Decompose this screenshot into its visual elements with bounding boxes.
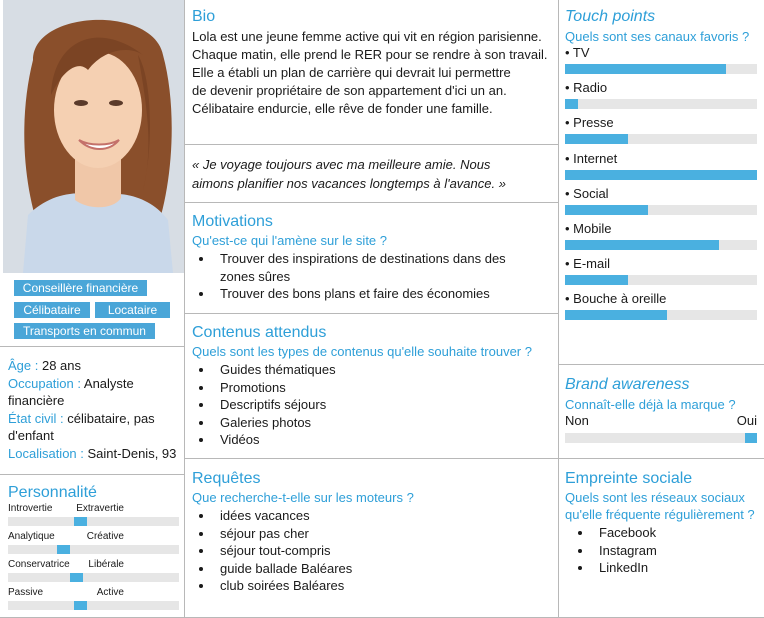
list-item: • séjour tout-compris bbox=[214, 542, 554, 560]
civil-value: célibataire, pas d'enfant bbox=[8, 410, 155, 443]
touchpoint-bar-fill bbox=[565, 310, 667, 320]
touchpoint-bar-fill bbox=[565, 275, 628, 285]
tag-conseillere: Conseillère financière bbox=[14, 280, 147, 296]
contents-title: Contenus attendus bbox=[192, 324, 327, 341]
motivations-title: Motivations bbox=[192, 213, 273, 230]
scale-marker bbox=[70, 573, 83, 582]
brand-no: Non bbox=[565, 413, 589, 428]
touchpoint-bar-fill bbox=[565, 134, 628, 144]
contents-section bbox=[192, 324, 554, 449]
scale-marker bbox=[57, 545, 70, 554]
quote-line: aimons planifier nos vacances longtemps à l'avance. » bbox=[192, 176, 506, 191]
touchpoint-bar-fill bbox=[565, 64, 726, 74]
tag-transports: Transports en commun bbox=[14, 323, 155, 339]
contents-question: Quels sont les types de contenus qu'elle souhaite trouver ? bbox=[192, 344, 532, 359]
touchpoint-item bbox=[565, 221, 757, 237]
touchpoint-bar-fill bbox=[565, 205, 648, 215]
list-item: • Descriptifs séjours bbox=[214, 396, 554, 414]
scale-track bbox=[8, 517, 179, 526]
touchpoint-label: • Bouche à oreille bbox=[565, 291, 667, 307]
social-question: Quels sont les réseaux sociaux bbox=[565, 490, 745, 505]
occupation-value: Analyste financière bbox=[8, 375, 134, 408]
scale-left-label: Analytique bbox=[8, 531, 55, 542]
scale-right-label: Active bbox=[96, 587, 124, 598]
touchpoint-label: • Radio bbox=[565, 80, 608, 96]
occupation-label: Occupation : bbox=[8, 375, 81, 391]
touchpoint-item bbox=[565, 186, 757, 202]
social-section bbox=[565, 470, 760, 577]
scale-track bbox=[8, 573, 179, 582]
profile-info bbox=[8, 357, 180, 462]
personality-scale bbox=[8, 559, 179, 571]
touchpoint-item bbox=[565, 291, 757, 307]
bio-line: de devenir propriétaire de son appartement d'ici un an. bbox=[192, 83, 507, 98]
touchpoint-bar bbox=[565, 310, 757, 320]
scale-right-label: Libérale bbox=[88, 559, 124, 570]
list-item: • LinkedIn bbox=[593, 559, 760, 577]
motivations-section bbox=[192, 213, 554, 303]
touchpoint-bar bbox=[565, 64, 757, 74]
list-item: • idées vacances bbox=[214, 507, 554, 525]
personality-scale bbox=[8, 587, 179, 599]
scale-track bbox=[8, 545, 179, 554]
queries-question: Que recherche-t-elle sur les moteurs ? bbox=[192, 490, 414, 505]
list-item: • Trouver des bons plans et faire des économies bbox=[214, 285, 534, 303]
motivations-question: Qu'est-ce qui l'amène sur le site ? bbox=[192, 233, 387, 248]
list-item: • Trouver des inspirations de destinations dans des zones sûres bbox=[214, 250, 534, 285]
quote-line: « Je voyage toujours avec ma meilleure amie. Nous bbox=[192, 157, 491, 172]
scale-right-label: Extravertie bbox=[76, 503, 124, 514]
bio-line: Elle a établi un plan de carrière qui devrait lui permettre bbox=[192, 65, 511, 80]
age-label: Âge : bbox=[8, 358, 39, 373]
bio-title: Bio bbox=[192, 8, 216, 25]
queries-section bbox=[192, 470, 554, 595]
brand-question: Connaît-elle déjà la marque ? bbox=[565, 397, 736, 412]
touchpoint-bar bbox=[565, 99, 757, 109]
list-item: • club soirées Baléares bbox=[214, 577, 554, 595]
touchpoint-label: • E-mail bbox=[565, 256, 610, 272]
personality-scale bbox=[8, 531, 179, 543]
bio-line: Célibataire endurcie, elle rêve de fonder une famille. bbox=[192, 101, 493, 116]
list-item: • Guides thématiques bbox=[214, 361, 554, 379]
location-value: Saint-Denis, 93 bbox=[83, 445, 177, 461]
touchpoints-title: Touch points bbox=[565, 8, 656, 25]
touchpoint-bar-fill bbox=[565, 99, 578, 109]
list-item: • séjour pas cher bbox=[214, 525, 554, 543]
scale-left-label: Passive bbox=[8, 587, 44, 598]
scale-left-label: Conservatrice bbox=[8, 559, 70, 570]
list-item: • Vidéos bbox=[214, 431, 554, 449]
touchpoint-bar-fill bbox=[565, 170, 757, 180]
touchpoint-bar bbox=[565, 275, 757, 285]
brand-scale-labels bbox=[565, 413, 757, 429]
touchpoint-bar bbox=[565, 170, 757, 180]
touchpoints-question: Quels sont ses canaux favoris ? bbox=[565, 29, 750, 44]
list-item: • Instagram bbox=[593, 542, 760, 560]
social-title: Empreinte sociale bbox=[565, 470, 693, 487]
persona-photo bbox=[3, 0, 184, 273]
touchpoint-item bbox=[565, 256, 757, 272]
touchpoint-bar bbox=[565, 240, 757, 250]
tag-locataire: Locataire bbox=[95, 302, 170, 318]
touchpoint-item bbox=[565, 115, 757, 131]
bio-line: Chaque matin, elle prend le RER pour se rendre à son travail. bbox=[192, 47, 548, 62]
touchpoint-label: • Presse bbox=[565, 115, 614, 131]
scale-marker bbox=[74, 601, 87, 610]
touchpoint-label: • Social bbox=[565, 185, 609, 201]
touchpoint-label: • TV bbox=[565, 45, 590, 60]
scale-right-label: Créative bbox=[86, 531, 124, 542]
bio-line: Lola est une jeune femme active qui vit en région parisienne. bbox=[192, 29, 542, 44]
touchpoint-item bbox=[565, 45, 757, 61]
quote bbox=[192, 155, 554, 193]
queries-title: Requêtes bbox=[192, 470, 261, 487]
list-item: • guide ballade Baléares bbox=[214, 560, 554, 578]
brand-awareness-marker bbox=[745, 433, 757, 443]
social-question: qu'elle fréquente régulièrement ? bbox=[565, 507, 755, 522]
tag-celibataire: Célibataire bbox=[14, 302, 90, 318]
brand-awareness-bar bbox=[565, 433, 757, 443]
scale-marker bbox=[74, 517, 87, 526]
age-value: 28 ans bbox=[38, 358, 82, 373]
civil-label: État civil : bbox=[8, 410, 64, 426]
touchpoint-bar-fill bbox=[565, 240, 719, 250]
scale-left-label: Introvertie bbox=[8, 503, 53, 514]
personality-title: Personnalité bbox=[8, 484, 97, 501]
touchpoint-bar bbox=[565, 205, 757, 215]
touchpoint-item bbox=[565, 151, 757, 167]
list-item: • Galeries photos bbox=[214, 414, 554, 432]
personality-scale bbox=[8, 503, 179, 515]
location-label: Localisation : bbox=[8, 445, 84, 461]
scale-track bbox=[8, 601, 179, 610]
list-item: • Facebook bbox=[593, 524, 760, 542]
touchpoint-label: • Internet bbox=[565, 150, 618, 166]
brand-yes: Oui bbox=[736, 413, 757, 428]
touchpoint-bar bbox=[565, 134, 757, 144]
touchpoint-item bbox=[565, 80, 757, 96]
touchpoint-label: • Mobile bbox=[565, 221, 612, 236]
list-item: • Promotions bbox=[214, 379, 554, 397]
bio-section bbox=[192, 8, 554, 118]
brand-title: Brand awareness bbox=[565, 376, 690, 393]
